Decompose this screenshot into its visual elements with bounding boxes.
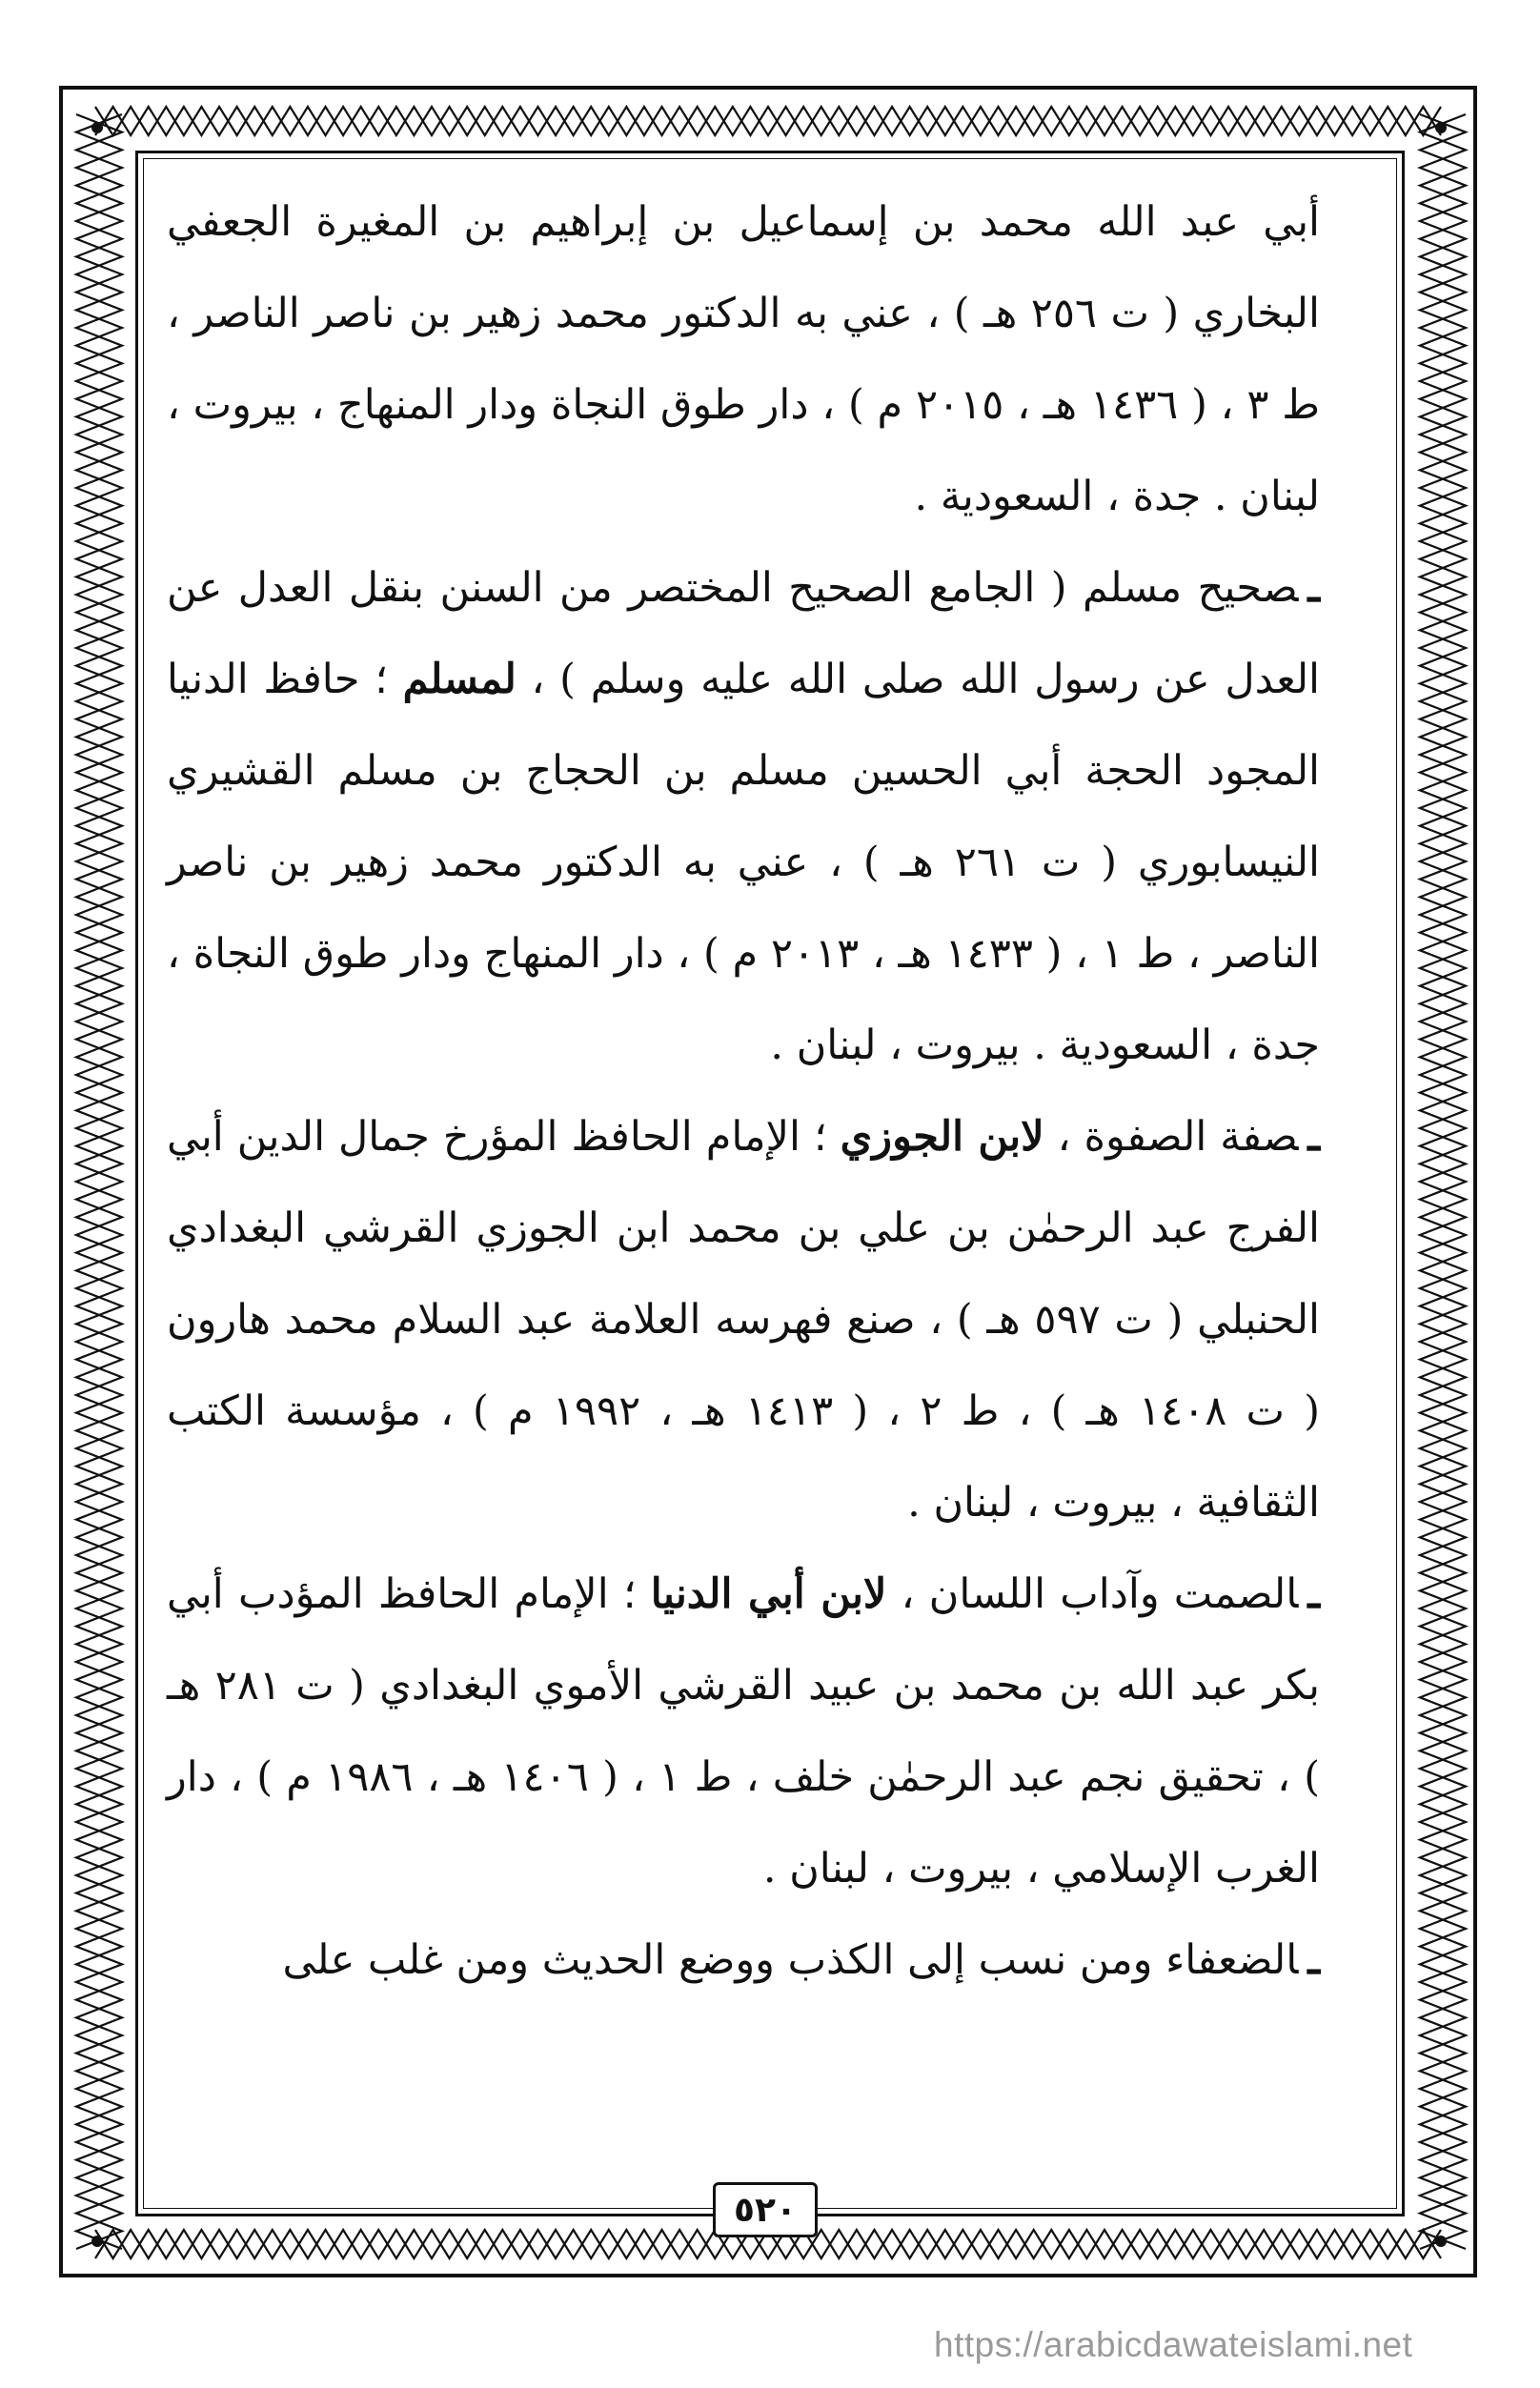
- entry-text: ؛ الإمام الحافظ المؤرخ جمال الدين أبي الفرج عبد الرحمٰن بن علي بن محمد ابن الجوزي القرشي البغدادي الحنبلي ( ت ٥٩٧ هـ ) ، صنع فهرسه العلامة عبد السلام محمد هارون ( ت ١٤٠٨ هـ ) ، ط ٢ ، ( ١٤١٣ هـ ، ١٩٩٢ م ) ، مؤسسة الكتب الثقافية ، بيروت ، لبنان .: [167, 1113, 1320, 1527]
- bibliography-entry: [167, 1548, 1320, 1914]
- entry-text: صفة الصفوة ،: [1044, 1113, 1299, 1161]
- entry-dash: ـ: [1307, 1113, 1321, 1161]
- entry-author: لابن أبي الدنيا: [650, 1570, 887, 1618]
- entry-text: صحيح مسلم ( الجامع الصحيح المختصر من السنن بنقل العدل عن العدل عن رسول الله صلى الله عليه وسلم ) ،: [167, 564, 1320, 703]
- bibliography-entry: [167, 542, 1320, 1091]
- page-number: ٥٢٠: [713, 2182, 818, 2237]
- watermark-url: https://arabicdawateislami.net: [934, 2325, 1413, 2364]
- entry-author: لمسلم: [402, 656, 517, 703]
- entry-text: ؛ حافظ الدنيا المجود الحجة أبي الحسين مسلم بن الحجاج بن مسلم القشيري النيسابوري ( ت ٢٦١ هـ ) ، عني به الدكتور محمد زهير بن ناصر الناصر ، ط ١ ، ( ١٤٣٣ هـ ، ٢٠١٣ م ) ، دار المنهاج ودار طوق النجاة ، جدة ، السعودية . بيروت ، لبنان .: [167, 656, 1320, 1069]
- entry-dash: ـ: [1307, 564, 1320, 612]
- entry-text: ؛ الإمام الحافظ المؤدب أبي بكر عبد الله بن محمد بن عبيد القرشي الأموي البغدادي ( ت ٢٨١ هـ ) ، تحقيق نجم عبد الرحمٰن خلف ، ط ١ ، ( ١٤٠٦ هـ ، ١٩٨٦ م ) ، دار الغرب الإسلامي ، بيروت ، لبنان .: [167, 1570, 1321, 1892]
- bibliography-entry: [167, 1091, 1320, 1548]
- entry-dash: ـ: [1307, 1936, 1320, 1984]
- bibliography-entry: [167, 1914, 1320, 2006]
- bibliography-entry: [167, 176, 1320, 542]
- entry-author: لابن الجوزي: [840, 1113, 1044, 1161]
- bibliography-text: [167, 176, 1320, 2187]
- entry-text: أبي عبد الله محمد بن إسماعيل بن إبراهيم بن المغيرة الجعفي البخاري ( ت ٢٥٦ هـ ) ، عني به الدكتور محمد زهير بن ناصر الناصر ، ط ٣ ، ( ١٤٣٦ هـ ، ٢٠١٥ م ) ، دار طوق النجاة ودار المنهاج ، بيروت ، لبنان . جدة ، السعودية .: [167, 198, 1320, 520]
- entry-text: الصمت وآداب اللسان ،: [886, 1570, 1299, 1618]
- entry-dash: ـ: [1307, 1570, 1320, 1618]
- entry-text: الضعفاء ومن نسب إلى الكذب ووضع الحديث ومن غلب على: [282, 1936, 1299, 1984]
